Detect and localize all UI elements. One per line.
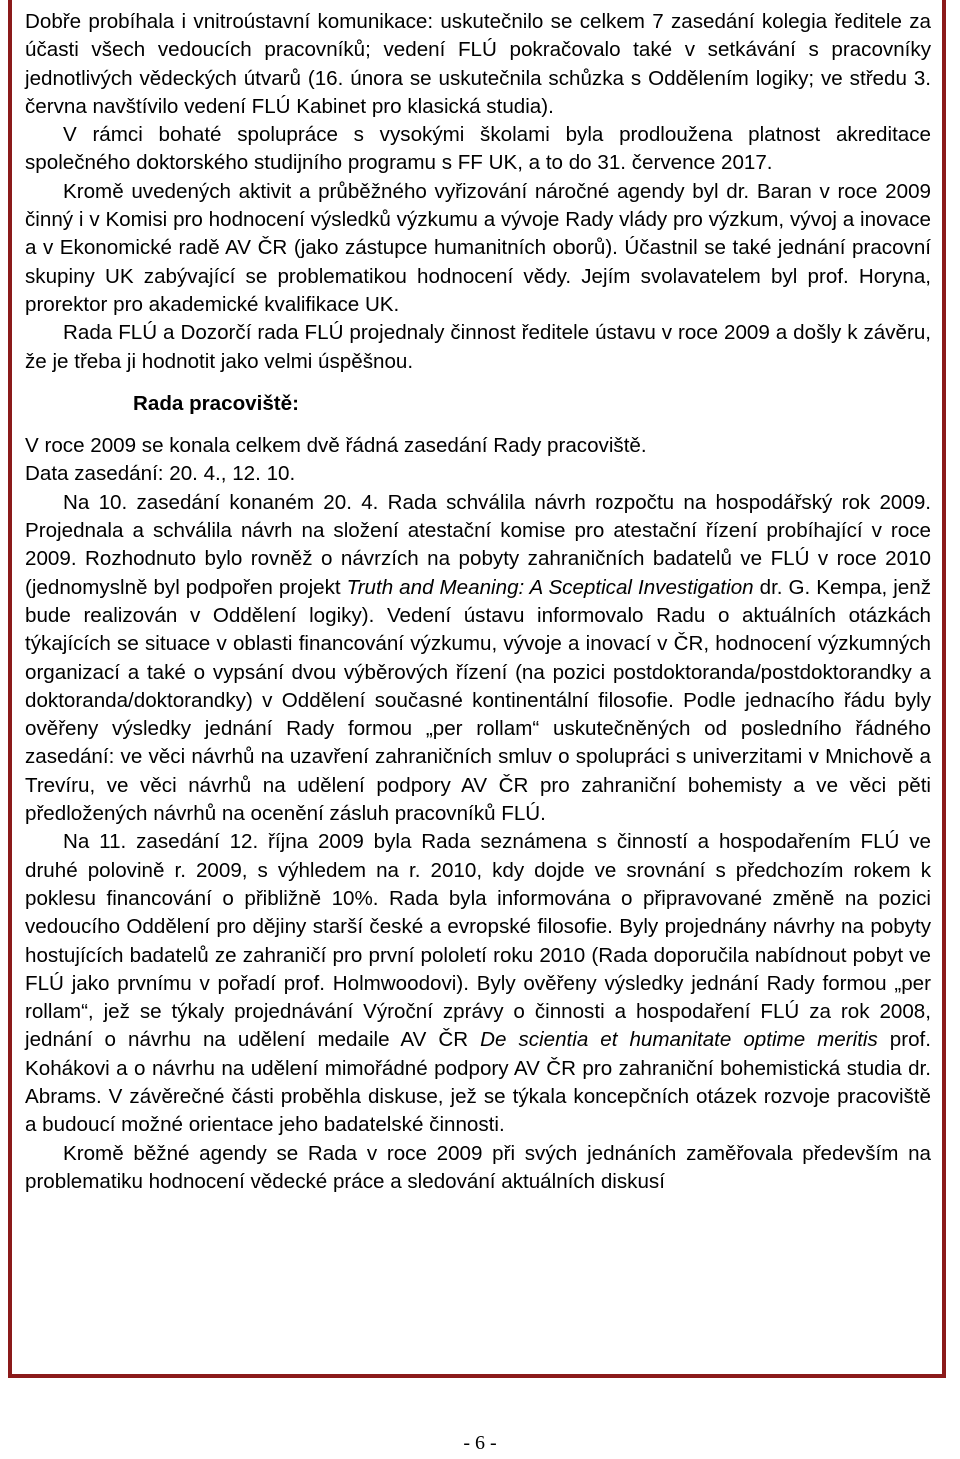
session-11-text-c: prof. Kohákovi a o návrhu na udělení mimořádné podpory AV ČR pro zahraniční bohemistická studia dr. Abrams. V závěrečné části proběhla diskuse, jež se týkala koncepčních otázek rozvoje pracoviště a budoucí možné orientace jeho badatelské činnosti. [25, 1028, 932, 1137]
paragraph-director-activities: Kromě uvedených aktivit a průběžného vyřizování náročné agendy byl dr. Baran v roce 2009 činný i v Komisi pro hodnocení výsledků výzkumu a vývoje Rady vlády pro výzkum, vývoj a inovace a v Ekonomické radě AV ČR (jako zástupce humanitních oborů). Účastnil se také jednání pracovní skupiny UK zabývající se problematikou hodnocení vědy. Jejím svolavatelem byl prof. Horyna, prorektor pro akademické kvalifikace UK. [25, 179, 931, 316]
paragraph-accreditation: V rámci bohaté spolupráce s vysokými školami byla prodloužena platnost akreditace společného doktorského studijního programu s FF UK, a to do 31. července 2017. [25, 123, 931, 175]
session-10-text-a: Na 10. zasedání konaném 20. 4. Rada schválila návrh rozpočtu na hospodářský rok 2009. Projednala a schválila návrh na složení atestační komise pro atestační řízení probíhající v roce 2009. Rozhodnuto bylo rovněž o návrzích na pobyty zahraničních badatelů ve FLÚ v roce 2010 (jednomyslně byl podpořen projekt [25, 490, 931, 599]
session-10-project-title: Truth and Meaning: A Sceptical Investigation [346, 575, 754, 599]
session-10-text-c: dr. G. Kempa, jenž bude realizován v Oddělení logiky). Vedení ústavu informovalo Radu o aktuálních otázkách týkajících se situace v oblasti financování výzkumu, vývoje a inovací v ČR, hodnocení výzkumných organizací a také o vypsání dvou výběrových řízení (na pozici postdoktoranda/postdoktorandky a doktoranda/doktorandky) v Oddělení současné kontinentální filosofie. Podle jednacího řádu byly ověřeny výsledky jednání Rady formou „per rollam“ uskutečněných od posledního řádného zasedání: ve věci návrhů na uzavření zahraničních smluv o spolupráci s univerzitami v Mnichově a Trevíru, ve věci návrhů na udělení podpory AV ČR pro zahraniční bohemisty a ve věci pěti předložených návrhů na ocenění zásluh pracovníků FLÚ. [25, 575, 932, 826]
paragraph-board-evaluation: Rada FLÚ a Dozorčí rada FLÚ projednaly činnost ředitele ústavu v roce 2009 a došly k závěru, že je třeba ji hodnotit jako velmi úspěšnou. [25, 321, 931, 373]
session-11-text-a: Na 11. zasedání 12. října 2009 byla Rada seznámena s činností a hospodařením FLÚ ve druhé polovině r. 2009, s výhledem na r. 2010, kdy dojde ve srovnání s předchozím rokem k poklesu financování o přibližně 10%. Rada byla informována o připravované změně na pozici vedoucího Oddělení pro dějiny starší české a evropské filosofie. Byly projednány návrhy na pobyty hostujících badatelů ze zahraničí pro první pololetí roku 2010 (Rada doporučila nabídnout pobyt ve FLÚ jako prvnímu v pořadí prof. Holmwoodovi). Byly ověřeny výsledky jednání Rady formou „per rollam“, jež se týkaly projednávání Výroční zprávy o činnosti a hospodaření FLÚ za rok 2008, jednání o návrhu na udělení medaile AV ČR [25, 830, 931, 1052]
paragraph-session-10 [25, 489, 931, 829]
paragraph-closing: Kromě běžné agendy se Rada v roce 2009 při svých jednáních zaměřovala především na problematiku hodnocení vědecké práce a sledování aktuálních diskusí [25, 1141, 931, 1193]
intro-line-dates: Data zasedání: 20. 4., 12. 10. [25, 462, 296, 486]
paragraph-communication: Dobře probíhala i vnitroústavní komunikace: uskutečnilo se celkem 7 zasedání kolegia ředitele za účasti všech vedoucích pracovníků; vedení FLÚ pokračovalo také v setkávání s pracovníky jednotlivých vědeckých útvarů (16. února se uskutečnila schůzka s Oddělením logiky; ve středu 3. června navštívilo vedení FLÚ Kabinet pro klasická studia). [25, 10, 931, 118]
paragraph-session-11 [25, 828, 931, 1139]
page-frame [8, 0, 946, 1378]
page-number: - 6 - [463, 1432, 497, 1454]
section-heading: Rada pracoviště: [133, 391, 299, 415]
session-11-medal-title: De scientia et humanitate optime meritis [480, 1028, 878, 1052]
intro-line-sessions: V roce 2009 se konala celkem dvě řádná zasedání Rady pracoviště. [25, 434, 647, 458]
